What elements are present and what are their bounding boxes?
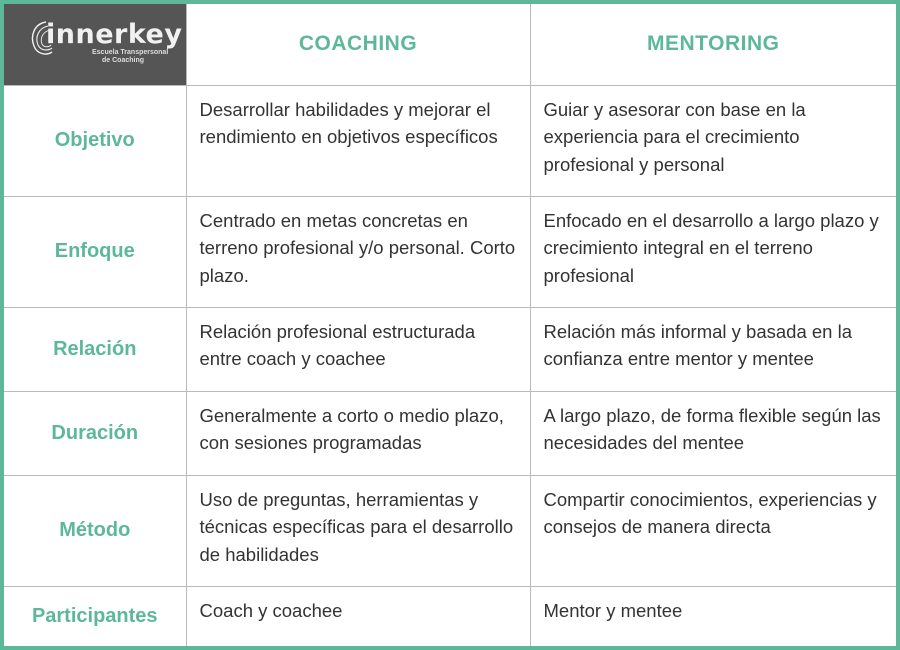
logo-tagline-line1: Escuela Transpersonal (92, 49, 169, 57)
header-row (4, 4, 896, 85)
coaching-cell: Relación profesional estructurada entre coach y coachee (186, 307, 530, 391)
logo-tagline (92, 49, 192, 65)
coaching-cell: Generalmente a corto o medio plazo, con sesiones programadas (186, 391, 530, 475)
table-row (4, 85, 896, 196)
column-header-mentoring: MENTORING (530, 4, 896, 85)
row-label-relacion: Relación (4, 307, 186, 391)
table-row (4, 586, 896, 646)
row-label-duracion: Duración (4, 391, 186, 475)
comparison-table (4, 4, 896, 646)
mentoring-cell: Compartir conocimientos, experiencias y consejos de manera directa (530, 475, 896, 586)
table-row (4, 196, 896, 307)
logo-cell (4, 4, 186, 85)
coaching-cell: Coach y coachee (186, 586, 530, 646)
coaching-cell: Centrado en metas concretas en terreno profesional y/o personal. Corto plazo. (186, 196, 530, 307)
row-label-enfoque: Enfoque (4, 196, 186, 307)
innerkey-logo (28, 14, 183, 74)
table-row (4, 307, 896, 391)
coaching-cell: Desarrollar habilidades y mejorar el rendimiento en objetivos específicos (186, 85, 530, 196)
table-row (4, 391, 896, 475)
logo-wordmark: innerkey (46, 19, 183, 51)
row-label-participantes: Participantes (4, 586, 186, 646)
table-row (4, 475, 896, 586)
row-label-objetivo: Objetivo (4, 85, 186, 196)
logo-tagline-line2: de Coaching (102, 57, 145, 65)
column-header-coaching: COACHING (186, 4, 530, 85)
mentoring-cell: A largo plazo, de forma flexible según las necesidades del mentee (530, 391, 896, 475)
coaching-cell: Uso de preguntas, herramientas y técnicas específicas para el desarrollo de habilidades (186, 475, 530, 586)
mentoring-cell: Mentor y mentee (530, 586, 896, 646)
mentoring-cell: Enfocado en el desarrollo a largo plazo y crecimiento integral en el terreno profesional (530, 196, 896, 307)
mentoring-cell: Guiar y asesorar con base en la experiencia para el crecimiento profesional y personal (530, 85, 896, 196)
mentoring-cell: Relación más informal y basada en la confianza entre mentor y mentee (530, 307, 896, 391)
row-label-metodo: Método (4, 475, 186, 586)
